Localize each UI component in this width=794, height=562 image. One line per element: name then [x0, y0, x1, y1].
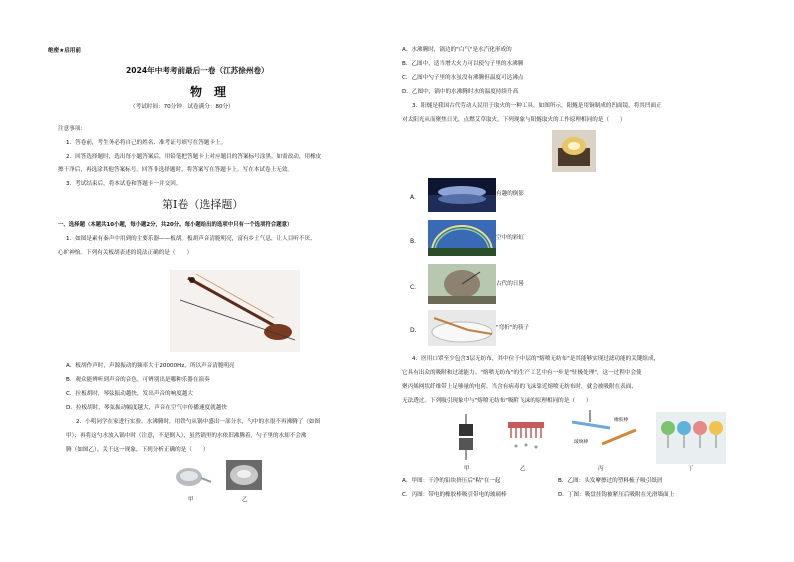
note-2-cont: 擦干净后，再选涂其他答案标号。回答非选择题时，将答案写在答题卡上。写在本试卷上无效。: [58, 167, 293, 173]
q4-option-a: A．甲图：干净的铅块挤压后"粘"在一起: [402, 478, 501, 484]
exam-meta: （考试时间：70分钟 试卷满分：80分）: [130, 104, 234, 110]
q4-option-d: D．丁图：吸盘挂钩被紧压后吸附在光滑墙面上: [558, 492, 675, 498]
q2-option-d: D．乙图中，锅中的水沸腾时水的温度持续升高: [402, 89, 519, 95]
q3-option-c-letter: C．: [410, 284, 421, 291]
banhu-image: [170, 270, 300, 352]
note-1: 1．答卷前，考生务必将自己的姓名、准考证号填写在答题卡上。: [66, 140, 227, 146]
exam-title: 2024年中考考前最后一卷（江苏徐州卷）: [126, 66, 269, 75]
pot-image: [226, 460, 262, 490]
suction-hooks-image: [656, 412, 726, 464]
note-3: 3．考试结束后，将本试卷和答题卡一并交回。: [66, 181, 182, 187]
notes-heading: 注意事项：: [58, 126, 86, 132]
q4-option-c: C．丙图：带电的橡胶棒吸引带电的玻璃棒: [402, 492, 507, 498]
sundial-image: [428, 264, 496, 304]
q2-stem-1: 2．小明同学在家进行实验，水沸腾时，用铁勺从锅中盛出一部分水，勺中的水很不再沸腾了（如图: [76, 419, 321, 425]
note-2: 2．回答选择题时，选出每小题答案后，用铅笔把答题卡上对应题目的答案标号涂黑。如需改动，用橡皮: [66, 154, 322, 160]
q4-stem-4: 无法透过。下列吸引现象中与"熔喷无纺布"吸附飞沫的原理相同的是（ ）: [402, 398, 592, 404]
reflection-image: [428, 178, 496, 212]
q1-option-b: B．观众能辨听到声音的音色，可辨别出是哪种乐器在演奏: [66, 377, 210, 383]
section-intro: 一、选择题（本题共10小题，每小题2分，共20分。每小题给出的选项中只有一个选项符合题意）: [58, 222, 293, 228]
chopsticks-image: [428, 310, 496, 346]
q1-option-d: D．拉板胡时，琴弦振动幅度越大，声音在空气中传播速度就越快: [66, 405, 227, 411]
q2-stem-2: 甲）；再将这勺水放入锅中时（注意，不是倒入），虽然锅里的水依旧沸腾着，勺子里的水却不会沸: [66, 433, 307, 439]
q3-stem-1: 3．阳燧是我国古代劳动人民用于取火的一种工具。如图所示，阳燧是用铜制成的凹面镜，将其凹面正: [412, 103, 662, 109]
q4-label-jia: 甲: [464, 466, 470, 472]
q3-option-d-text: "弯折"的筷子: [496, 325, 530, 331]
spoon-image: [175, 466, 211, 488]
subject-title: 物 理: [190, 85, 227, 99]
lead-blocks-image: [456, 414, 476, 462]
q2-stem-3: 腾（如图乙）。关于这一现象，下列分析正确的是（ ）: [66, 447, 209, 453]
secret-label: 绝密★启用前: [48, 48, 81, 54]
q2-option-c: C．乙图中勺子里的水虽没有沸腾但温度可达沸点: [402, 75, 524, 81]
q4-label-yi: 乙: [520, 466, 526, 472]
q4-stem-3: 聚丙烯网状纤维带上足够量的电荷。当含有病毒的飞沫靠近熔喷无纺布时，就会被吸附在表面、: [402, 384, 637, 390]
q3-stem-2: 对太阳光从而聚焦日光，点燃艾草取火。下列现象与阳燧取火的工作原理相同的是（ ）: [402, 117, 626, 123]
q1-stem-1: 1．如图是素有秦声中用到的主要乐器——板胡。板胡声音清脆明亮，富有乡土气息，让人目听不厌、: [66, 236, 316, 242]
q4-stem-2: 它具有出众的吸附和过滤能力。"熔喷无纺布"的生产工艺中有一步是"驻极处理"，这一过程中会使: [402, 370, 642, 376]
q1-option-c: C．拉板胡时，琴弦振动越快，发出声音的响度越大: [66, 391, 193, 397]
rainbow-image: [428, 220, 496, 256]
comb-image: [506, 418, 546, 450]
q2-option-b: B．乙图中，适当增大火力可以使勺子里的水沸腾: [402, 61, 524, 67]
q4-label-ding: 丁: [688, 466, 694, 472]
glass-rod-tag: 玻璃棒: [574, 440, 589, 445]
q1-option-a: A．板胡作声时，声源振动的频率大于20000Hz，所以声音清脆明亮: [66, 363, 235, 369]
q3-option-d-letter: D．: [410, 327, 421, 334]
q3-option-c-text: 古代的日晷: [496, 281, 524, 287]
q2-label-jia: 甲: [188, 497, 194, 503]
q4-label-bing: 丙: [598, 466, 604, 472]
q2-option-a: A．水沸腾时，锅边的"白气"是水汽化形成的: [402, 47, 512, 53]
q4-option-b: B．乙图：头发摩擦过的塑料梳子吸引纸屑: [558, 478, 663, 484]
rubber-rod-tag: 橡胶棒: [614, 418, 629, 423]
q3-option-b-letter: B．: [410, 238, 421, 245]
q3-option-b-text: 空中的彩虹: [496, 235, 524, 241]
q1-stem-2: 心旷神怡。下列有关板胡表述的说法正确的是（ ）: [58, 250, 193, 256]
q3-option-a-text: 有趣的倒影: [496, 191, 524, 197]
q4-stem-1: 4．医用口罩至少包含3层无纺布，其中位于中层的"熔喷无纺布"是其能够实现过滤功能的关键组成，: [412, 356, 660, 362]
section-title: 第Ⅰ卷（选择题）: [162, 198, 244, 211]
q3-option-a-letter: A．: [410, 194, 421, 201]
q2-label-yi: 乙: [242, 497, 248, 503]
yangsui-image: [552, 130, 596, 172]
